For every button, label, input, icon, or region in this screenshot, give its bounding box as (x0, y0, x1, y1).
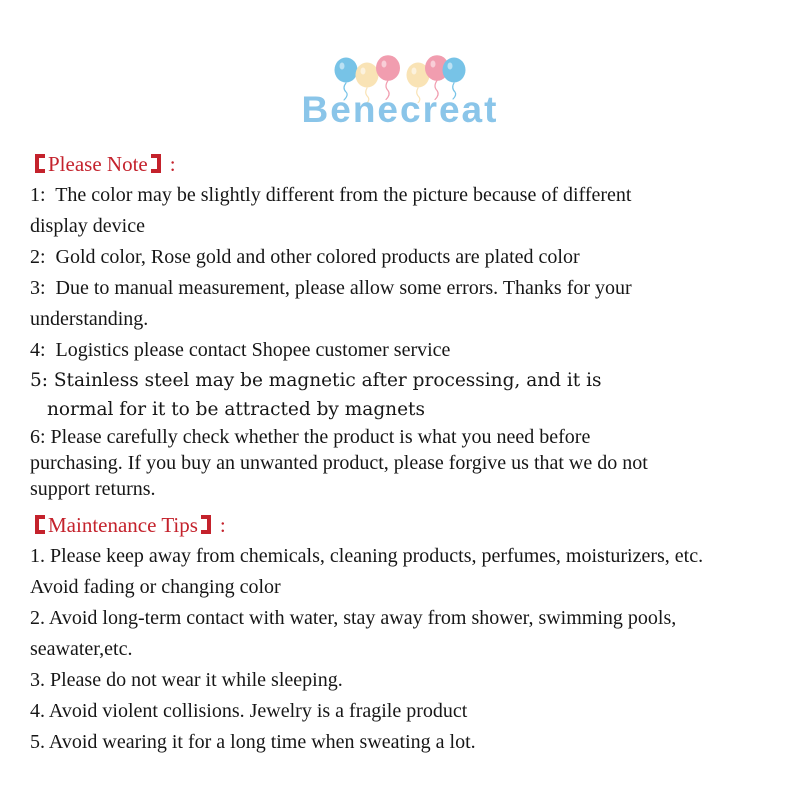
tip-line: seawater,etc. (30, 637, 133, 660)
tip-item-1 (30, 541, 780, 603)
note-item-5 (30, 366, 780, 424)
note-item-6 (30, 424, 780, 502)
lenticular-bracket-left-icon (35, 154, 45, 173)
note-item-4 (30, 335, 780, 366)
note-item-1 (30, 180, 780, 242)
heading-colon: : (219, 512, 226, 537)
notice-content (0, 149, 800, 758)
tip-item-4 (30, 696, 780, 727)
note-line: 3: Due to manual measurement, please allow some errors. Thanks for your (30, 276, 632, 299)
note-line: 1: The color may be slightly different from the picture because of different (30, 183, 632, 206)
note-line: 4: Logistics please contact Shopee customer service (30, 338, 451, 361)
note-line: understanding. (30, 307, 149, 330)
note-line: purchasing. If you buy an unwanted product, please forgive us that we do not (30, 451, 648, 474)
tip-line: 5. Avoid wearing it for a long time when sweating a lot. (30, 730, 476, 753)
heading-colon: : (169, 151, 176, 176)
brand-logo (0, 0, 800, 132)
note-line: normal for it to be attracted by magnets (47, 398, 425, 420)
note-line: display device (30, 214, 145, 237)
tip-line: 4. Avoid violent collisions. Jewelry is a fragile product (30, 699, 468, 722)
maintenance-tips-label: Maintenance Tips (48, 512, 198, 537)
please-note-heading (35, 149, 780, 180)
lenticular-bracket-right-icon (151, 154, 161, 173)
note-item-3 (30, 273, 780, 335)
note-line: 2: Gold color, Rose gold and other colored products are plated color (30, 245, 580, 268)
tip-item-5 (30, 727, 780, 758)
note-line: 5: Stainless steel may be magnetic after processing, and it is (30, 369, 602, 391)
lenticular-bracket-left-icon (35, 515, 45, 534)
tip-line: Avoid fading or changing color (30, 575, 281, 598)
please-note-label: Please Note (48, 151, 148, 176)
tip-item-3 (30, 665, 780, 696)
note-line: support returns. (30, 477, 156, 500)
tip-item-2 (30, 603, 780, 665)
tip-line: 1. Please keep away from chemicals, cleaning products, perfumes, moisturizers, etc. (30, 544, 704, 567)
brand-name: Benecreat (301, 89, 499, 130)
tip-line: 3. Please do not wear it while sleeping. (30, 668, 343, 691)
lenticular-bracket-right-icon (201, 515, 211, 534)
note-item-2 (30, 242, 780, 273)
tip-line: 2. Avoid long-term contact with water, stay away from shower, swimming pools, (30, 606, 677, 629)
note-line: 6: Please carefully check whether the product is what you need before (30, 425, 591, 448)
maintenance-tips-heading (35, 510, 780, 541)
